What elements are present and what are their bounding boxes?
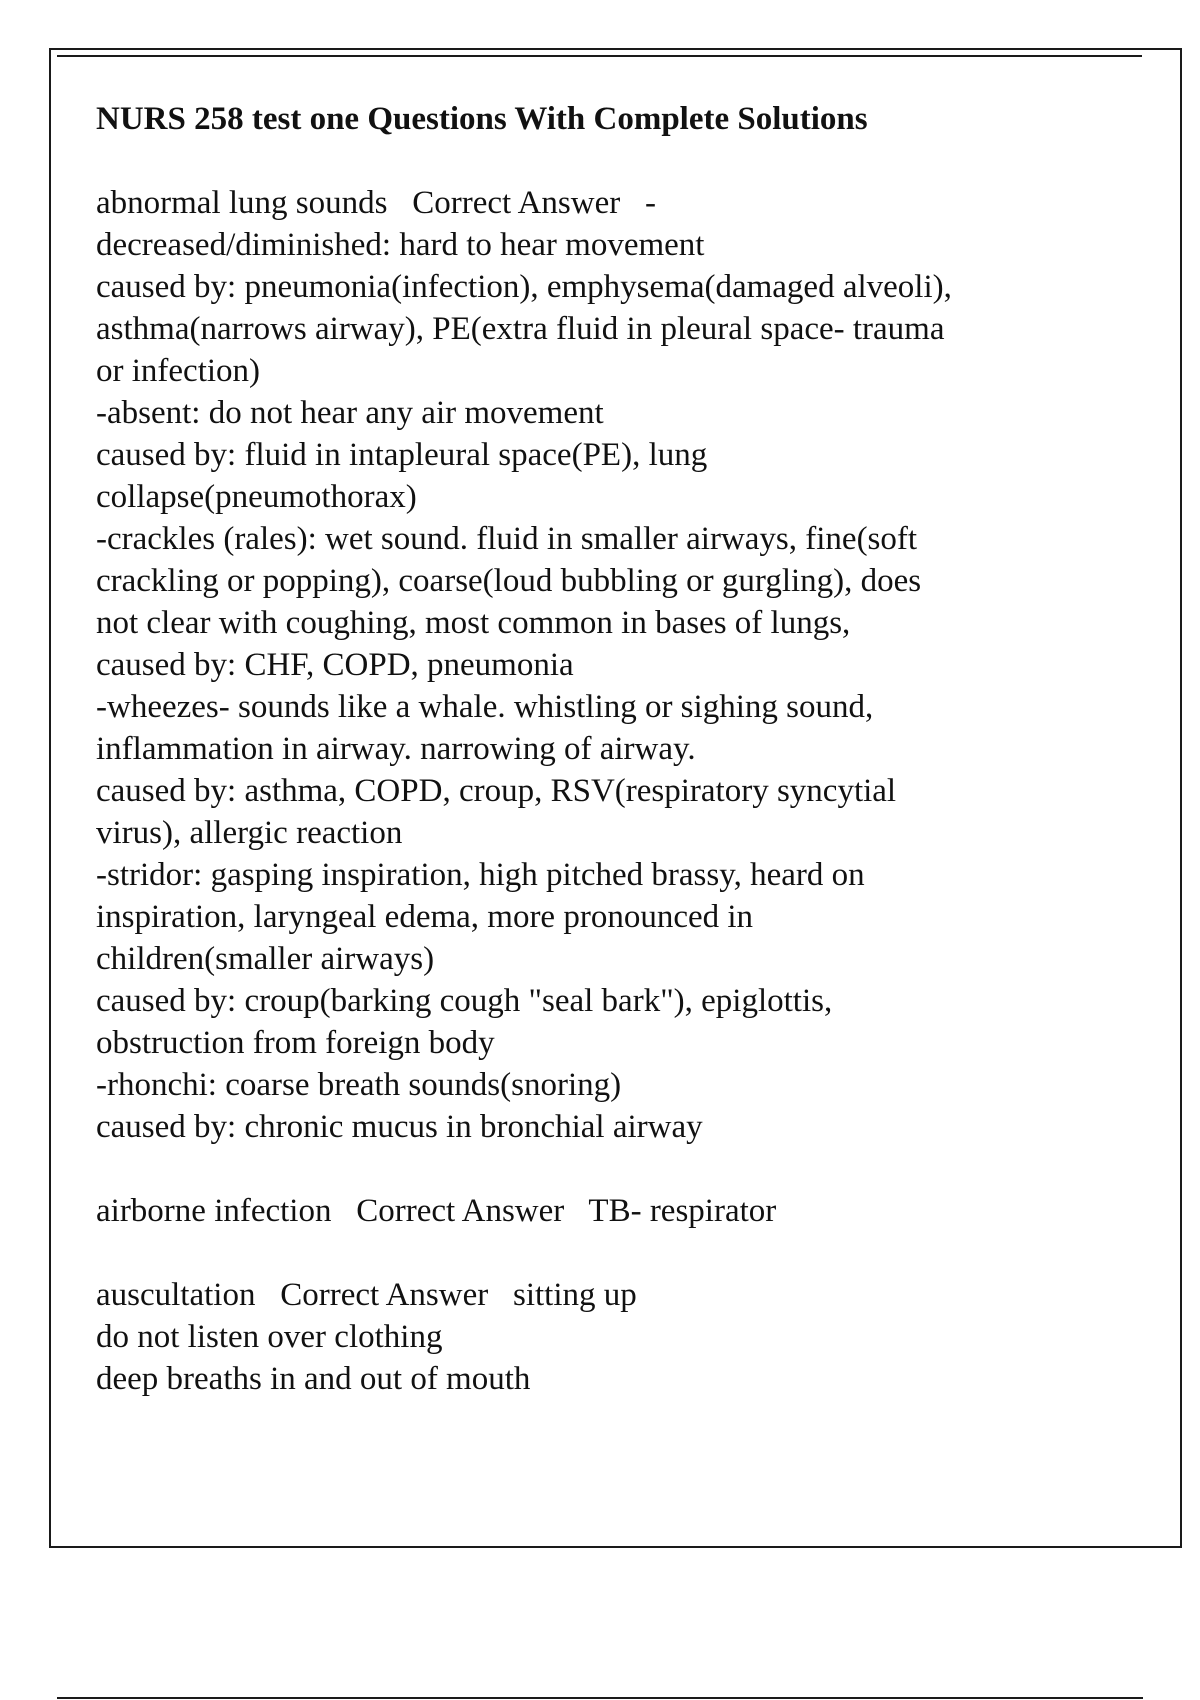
bottom-rule — [57, 1697, 1143, 1699]
entry-line: inspiration, laryngeal edema, more pronounced in — [96, 899, 754, 935]
qa-entry-auscultation — [96, 1274, 1096, 1400]
entry-line: airborne infection Correct Answer TB- respirator — [96, 1193, 777, 1229]
qa-entry-abnormal-lung-sounds — [96, 182, 1096, 1148]
entry-line: or infection) — [96, 353, 261, 389]
entry-line: caused by: croup(barking cough "seal bark"), epiglottis, — [96, 983, 833, 1019]
entry-line: caused by: fluid in intapleural space(PE), lung — [96, 437, 708, 473]
entry-line: obstruction from foreign body — [96, 1025, 495, 1061]
document-title: NURS 258 test one Questions With Complete Solutions — [96, 101, 868, 137]
entry-line: do not listen over clothing — [96, 1319, 443, 1355]
document-body — [96, 98, 1096, 1442]
entry-line: caused by: pneumonia(infection), emphysema(damaged alveoli), — [96, 269, 952, 305]
entry-line: caused by: asthma, COPD, croup, RSV(respiratory syncytial — [96, 773, 897, 809]
entry-line: abnormal lung sounds Correct Answer - — [96, 185, 656, 221]
entry-line: -wheezes- sounds like a whale. whistling or sighing sound, — [96, 689, 874, 725]
entry-line: asthma(narrows airway), PE(extra fluid in pleural space- trauma — [96, 311, 945, 347]
entry-line: crackling or popping), coarse(loud bubbling or gurgling), does — [96, 563, 922, 599]
entry-line: collapse(pneumothorax) — [96, 479, 417, 515]
entry-line: -absent: do not hear any air movement — [96, 395, 604, 431]
entry-line: -rhonchi: coarse breath sounds(snoring) — [96, 1067, 622, 1103]
qa-entry-airborne-infection — [96, 1190, 1096, 1232]
entry-line: inflammation in airway. narrowing of airway. — [96, 731, 696, 767]
entry-line: -stridor: gasping inspiration, high pitched brassy, heard on — [96, 857, 865, 893]
entry-line: deep breaths in and out of mouth — [96, 1361, 531, 1397]
entry-line: not clear with coughing, most common in bases of lungs, — [96, 605, 851, 641]
entry-line: auscultation Correct Answer sitting up — [96, 1277, 637, 1313]
entry-line: caused by: CHF, COPD, pneumonia — [96, 647, 574, 683]
entry-line: -crackles (rales): wet sound. fluid in smaller airways, fine(soft — [96, 521, 918, 557]
entry-line: virus), allergic reaction — [96, 815, 403, 851]
entry-line: children(smaller airways) — [96, 941, 435, 977]
entry-line: caused by: chronic mucus in bronchial airway — [96, 1109, 703, 1145]
top-rule — [57, 55, 1142, 57]
entry-line: decreased/diminished: hard to hear movement — [96, 227, 705, 263]
